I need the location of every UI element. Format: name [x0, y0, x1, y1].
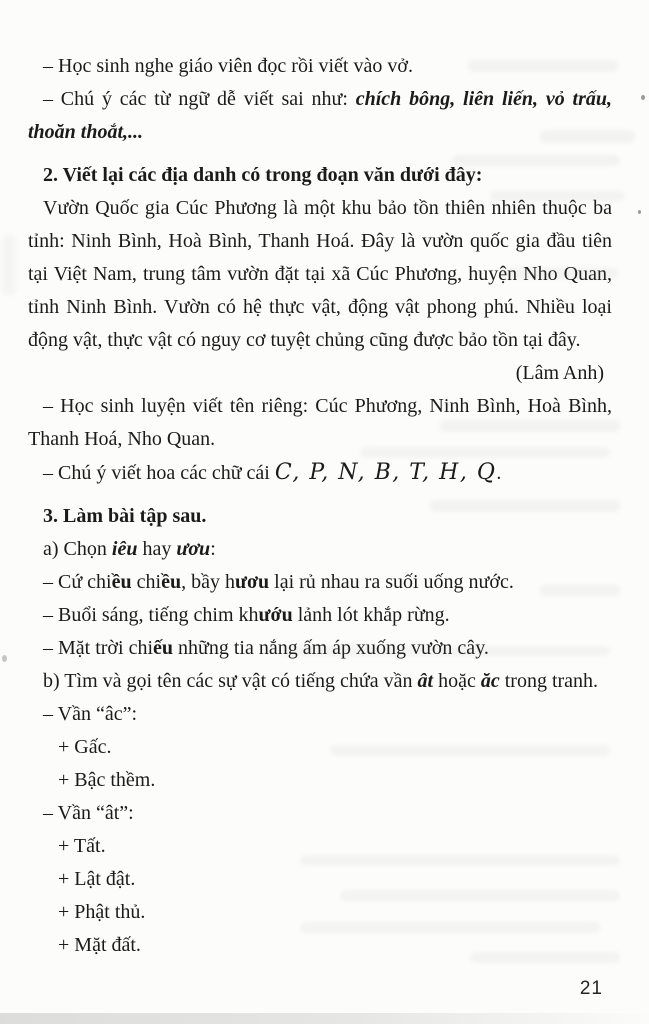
scan-speck: [641, 95, 645, 100]
list-item: [28, 929, 612, 962]
scan-speck: [638, 210, 641, 214]
page-content: [28, 50, 612, 962]
text-segment: – Vần “âc”:: [43, 703, 138, 725]
scan-speck: [2, 655, 7, 662]
attribution: [28, 357, 612, 390]
text-segment: – Vần “ât”:: [43, 802, 134, 824]
text-segment: (Lâm Anh): [515, 362, 604, 384]
text-segment: hoặc: [433, 670, 481, 692]
list-item: [28, 830, 612, 863]
text-segment: + Lật đật.: [58, 868, 136, 890]
paragraph: [28, 50, 612, 83]
text-segment: + Mặt đất.: [58, 934, 141, 956]
paragraph: [28, 599, 612, 632]
list-item: [28, 764, 612, 797]
text-segment: b) Tìm và gọi tên các sự vật có tiếng chứa vần: [43, 670, 418, 692]
text-segment: + Bậc thềm.: [58, 769, 156, 791]
text-segment: ươu: [176, 538, 211, 560]
text-segment: ều: [161, 571, 182, 593]
text-segment: – Mặt trời chi: [43, 637, 153, 659]
text-segment: – Học sinh luyện viết tên riêng: Cúc Phương, Ninh Bình, Hoà Bình, Thanh Hoá, Nho Quan.: [28, 395, 612, 450]
text-segment: chích bông, liên liến, vỏ trấu, thoăn thoắt,...: [28, 88, 613, 143]
paragraph: [28, 665, 612, 698]
text-segment: :: [210, 538, 216, 560]
text-segment: ăc: [480, 670, 500, 692]
paragraph: [28, 797, 612, 830]
script-capital-letters: C, P, N, B, T, H, Q: [274, 460, 497, 485]
text-segment: lảnh lót khắp rừng.: [292, 604, 450, 626]
text-segment: – Buổi sáng, tiếng chim kh: [43, 604, 259, 626]
text-segment: ếu: [153, 637, 173, 659]
text-segment: ât: [417, 670, 434, 692]
paragraph: [28, 192, 612, 357]
text-segment: – Cứ chi: [43, 571, 112, 593]
text-segment: , bầy h: [181, 571, 235, 593]
text-segment: + Gấc.: [58, 736, 112, 758]
text-segment: 3. Làm bài tập sau.: [43, 505, 207, 527]
page-number: 21: [579, 978, 603, 999]
paragraph: [28, 390, 612, 456]
text-segment: .: [496, 462, 502, 484]
paragraph: [28, 456, 612, 490]
scan-edge-shadow: [0, 1013, 649, 1024]
text-segment: – Học sinh nghe giáo viên đọc rồi viết vào vở.: [43, 55, 413, 77]
text-segment: ươu: [234, 571, 270, 593]
paragraph: [28, 83, 612, 149]
text-segment: ều: [111, 571, 132, 593]
text-segment: – Chú ý các từ ngữ dễ viết sai như:: [43, 88, 356, 110]
text-segment: iêu: [111, 538, 138, 560]
text-segment: + Phật thủ.: [58, 901, 146, 923]
list-item: [28, 863, 612, 896]
paragraph: [28, 566, 612, 599]
text-segment: – Chú ý viết hoa các chữ cái: [43, 462, 275, 484]
text-segment: ướu: [258, 604, 293, 626]
text-segment: hay: [137, 538, 177, 560]
paragraph: [28, 632, 612, 665]
text-segment: Vườn Quốc gia Cúc Phương là một khu bảo tồn thiên nhiên thuộc ba tỉnh: Ninh Bình, Hoà Bình, Thanh Hoá. Đây là vườn quốc gia đầu tiên tại Việt Nam, trung tâm vườn đặt tại xã Cúc Phương, huyện Nho Quan, tỉnh Ninh Bình. Vườn có hệ thực vật, động vật phong phú. Nhiều loại động vật, thực vật có nguy cơ tuyệt chủng cũng được bảo tồn tại đây.: [28, 197, 612, 351]
text-segment: chi: [131, 571, 162, 593]
paragraph: [28, 698, 612, 731]
bleed-through-artifact: [2, 235, 16, 295]
section-heading: [28, 500, 612, 533]
list-item: [28, 731, 612, 764]
text-segment: 2. Viết lại các địa danh có trong đoạn văn dưới đây:: [43, 164, 483, 186]
text-segment: trong tranh.: [499, 670, 599, 692]
text-segment: lại rủ nhau ra suối uống nước.: [269, 571, 514, 593]
paragraph: [28, 533, 612, 566]
text-segment: những tia nắng ấm áp xuống vườn cây.: [173, 637, 489, 659]
section-heading: [28, 159, 612, 192]
list-item: [28, 896, 612, 929]
text-segment: + Tất.: [58, 835, 106, 857]
text-segment: a) Chọn: [43, 538, 112, 560]
